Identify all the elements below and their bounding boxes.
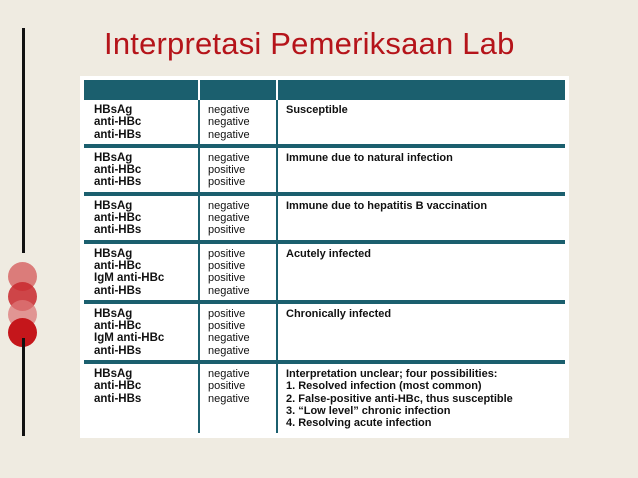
test-name: anti-HBc [94,212,142,225]
test-result: negative [208,116,250,129]
cell-interpretation [277,196,565,240]
header-cell-interpretation [277,80,565,100]
test-result: positive [208,272,246,285]
test-name: IgM anti-HBc [94,332,165,345]
table-row [84,100,565,144]
cell-test [84,304,199,360]
cell-result [199,196,277,240]
table-row [84,244,565,300]
test-name: anti-HBc [94,320,142,333]
interpretation-line: 1. Resolved infection (most common) [286,380,482,393]
cell-result [199,100,277,144]
lab-interpretation-table [84,80,565,433]
test-result: negative [208,212,250,225]
table-row [84,304,565,360]
left-vertical-rule-top [22,28,25,253]
header-cell-test [84,80,199,100]
test-result: positive [208,176,246,189]
interpretation-line: 2. False-positive anti-HBc, thus susceptible [286,392,513,405]
test-result: positive [208,247,246,260]
test-result: positive [208,259,246,272]
cell-result [199,364,277,432]
interpretation-line: Chronically infected [286,307,392,320]
test-result: negative [208,104,250,116]
table-body [84,100,565,433]
test-result: negative [208,368,250,381]
cell-test [84,364,199,432]
test-result: positive [208,224,246,237]
table-row [84,196,565,240]
test-result: negative [208,128,250,141]
test-result: negative [208,199,250,212]
interpretation-line: Susceptible [286,104,348,116]
slide-title: Interpretasi Pemeriksaan Lab [104,26,515,61]
interpretation-line: Interpretation unclear; four possibilities: [286,368,498,381]
cell-test [84,100,199,144]
test-result: positive [208,164,246,177]
test-result: negative [208,344,250,357]
test-name: HBsAg [94,199,133,212]
cell-interpretation [277,148,565,192]
cell-interpretation [277,100,565,144]
interpretation-line: Immune due to natural infection [286,151,453,164]
test-result: negative [208,284,250,297]
cell-result [199,148,277,192]
test-name: anti-HBs [94,392,142,405]
cell-interpretation [277,304,565,360]
test-name: anti-HBs [94,128,142,141]
interpretation-line: Acutely infected [286,247,371,260]
test-name: anti-HBs [94,224,142,237]
cell-interpretation [277,364,565,432]
header-cell-result [199,80,277,100]
test-name: anti-HBc [94,116,142,129]
cell-result [199,244,277,300]
interpretation-line: 3. “Low level” chronic infection [286,404,451,417]
test-name: anti-HBs [94,344,142,357]
test-result: positive [208,320,246,333]
interpretation-line: 4. Resolving acute infection [286,417,432,430]
left-vertical-rule-bottom [22,338,25,436]
test-name: HBsAg [94,104,133,116]
test-name: anti-HBc [94,380,142,393]
cell-test [84,196,199,240]
cell-test [84,244,199,300]
test-name: anti-HBc [94,164,142,177]
cell-interpretation [277,244,565,300]
cell-test [84,148,199,192]
interpretation-line: Immune due to hepatitis B vaccination [286,199,488,212]
test-name: HBsAg [94,247,133,260]
test-name: HBsAg [94,307,133,320]
test-result: negative [208,392,250,405]
table-row [84,148,565,192]
test-name: anti-HBc [94,259,142,272]
test-name: anti-HBs [94,176,142,189]
test-name: IgM anti-HBc [94,272,165,285]
test-name: HBsAg [94,151,133,164]
test-name: anti-HBs [94,284,142,297]
test-name: HBsAg [94,368,133,381]
test-result: negative [208,151,250,164]
test-result: positive [208,380,246,393]
table-header [84,80,565,100]
cell-result [199,304,277,360]
test-result: positive [208,307,246,320]
table-row [84,364,565,432]
test-result: negative [208,332,250,345]
